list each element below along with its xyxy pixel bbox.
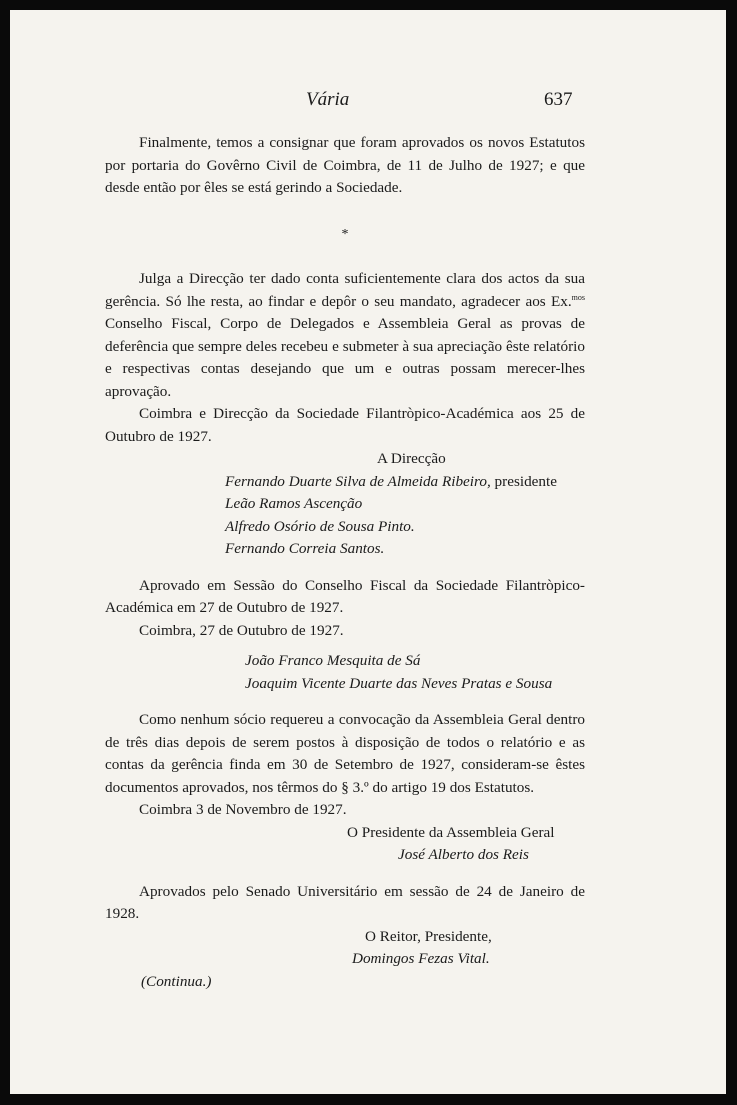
signatory-name: Joaquim Vicente Duarte das Neves Pratas e Sousa [245, 674, 553, 692]
paragraph-date-conselho: Coimbra, 27 de Outubro de 1927. [139, 621, 344, 639]
page-body [105, 132, 585, 993]
signatory-role: O Reitor, Presidente, [365, 927, 492, 945]
spacer [105, 642, 585, 650]
paragraph-date-direccao: Coimbra e Direcção da Sociedade Filantròpico-Académica aos 25 de Outubro de 1927. [105, 405, 585, 445]
continued-note: (Continua.) [141, 972, 212, 990]
paragraph-thanks [105, 268, 585, 403]
paragraph-thanks-part2: Conselho Fiscal, Corpo de Delegados e Assembleia Geral as provas de deferência que sempre deles recebeu e submeter à sua apreciação êste relatório e respectivas contas desejando que um e outras possam merecer-lhes aprovação. [105, 315, 585, 400]
superscript-mos: mos [571, 292, 585, 302]
spacer [105, 561, 585, 575]
paragraph-statutes: Finalmente, temos a consignar que foram aprovados os novos Estatutos por portaria do Govêrno Civil de Coimbra, de 11 de Julho de 1927; e que desde então por êles se está gerindo a Sociedade. [105, 134, 585, 196]
section-separator: * [341, 226, 349, 242]
paragraph-date-assembly: Coimbra 3 de Novembro de 1927. [139, 801, 347, 818]
signatory-name: João Franco Mesquita de Sá [245, 652, 421, 669]
signatory-name: Alfredo Osório de Sousa Pinto. [225, 517, 415, 535]
paragraph-conselho-approval: Aprovado em Sessão do Conselho Fiscal da Sociedade Filantròpico-Académica em 27 de Outubro de 1927. [105, 576, 585, 616]
page [10, 10, 726, 1094]
signature-line [105, 471, 585, 494]
page-number: 637 [544, 89, 573, 110]
signatory-role: presidente [490, 472, 557, 490]
paragraph-senate: Aprovados pelo Senado Universitário em sessão de 24 de Janeiro de 1928. [105, 882, 585, 922]
spacer [105, 867, 585, 881]
signatory-name: Fernando Correia Santos. [225, 540, 385, 557]
paragraph-thanks-part1: Julga a Direcção ter dado conta suficientemente clara dos actos da sua gerência. Só lhe resta, ao findar e depôr o seu mandato, agradecer aos Ex. [105, 270, 585, 310]
paragraph-assembly: Como nenhum sócio requereu a convocação da Assembleia Geral dentro de três dias depois de serem postos à disposição de todos o relatório e as contas da gerência finda em 30 de Setembro de 1927, consideram-se êstes documentos aprovados, nos têrmos do § 3.º do artigo 19 dos Estatutos. [105, 711, 585, 796]
section-title: Vária [306, 89, 350, 110]
signatory-name: Leão Ramos Ascenção [225, 495, 363, 512]
signatory-name: Fernando Duarte Silva de Almeida Ribeiro, [225, 472, 491, 490]
signatory-name: José Alberto dos Reis [398, 846, 529, 863]
signatory-name: Domingos Fezas Vital. [352, 950, 490, 967]
signature-heading-direccao: A Direcção [377, 450, 446, 467]
signatory-role: O Presidente da Assembleia Geral [347, 823, 555, 841]
spacer [105, 695, 585, 709]
